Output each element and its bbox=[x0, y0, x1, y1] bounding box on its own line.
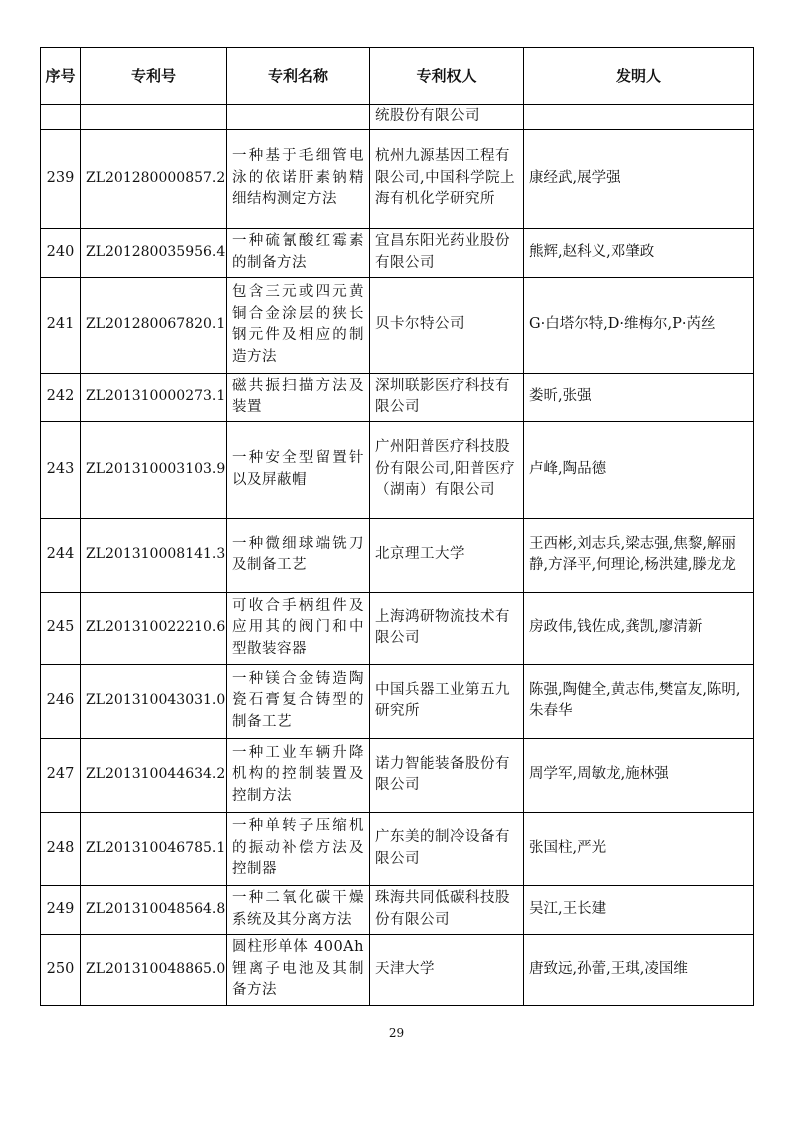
cell-patent-holder: 中国兵器工业第五九研究所 bbox=[370, 664, 524, 738]
cell-inventors: 周学军,周敏龙,施林强 bbox=[524, 738, 754, 812]
cell-patent-holder: 广州阳普医疗科技股份有限公司,阳普医疗（湖南）有限公司 bbox=[370, 421, 524, 518]
cell-patent-holder: 宜昌东阳光药业股份有限公司 bbox=[370, 228, 524, 277]
cell-patent-number: ZL201310022210.6 bbox=[81, 592, 227, 664]
cell-patent-holder: 上海鸿研物流技术有限公司 bbox=[370, 592, 524, 664]
cell-patent-number bbox=[81, 105, 227, 130]
cell-patent-holder: 北京理工大学 bbox=[370, 518, 524, 592]
cell-patent-number: ZL201310048564.8 bbox=[81, 885, 227, 934]
cell-inventors: 卢峰,陶品德 bbox=[524, 421, 754, 518]
cell-patent-name: 一种基于毛细管电泳的依诺肝素钠精细结构测定方法 bbox=[227, 129, 370, 228]
cell-patent-holder: 诺力智能装备股份有限公司 bbox=[370, 738, 524, 812]
cell-patent-number: ZL201310046785.1 bbox=[81, 812, 227, 885]
cell-patent-name: 磁共振扫描方法及装置 bbox=[227, 373, 370, 421]
table-row bbox=[41, 592, 754, 664]
cell-inventors: 娄昕,张强 bbox=[524, 373, 754, 421]
cell-patent-name: 包含三元或四元黄铜合金涂层的狭长钢元件及相应的制造方法 bbox=[227, 277, 370, 373]
table-row bbox=[41, 738, 754, 812]
cell-patent-number: ZL201310044634.2 bbox=[81, 738, 227, 812]
cell-patent-holder: 珠海共同低碳科技股份有限公司 bbox=[370, 885, 524, 934]
header-index: 序号 bbox=[41, 48, 81, 105]
header-patent-name: 专利名称 bbox=[227, 48, 370, 105]
table-header-row bbox=[41, 48, 754, 105]
cell-index: 248 bbox=[41, 812, 81, 885]
cell-patent-number: ZL201280035956.4 bbox=[81, 228, 227, 277]
cell-patent-name: 一种工业车辆升降机构的控制装置及控制方法 bbox=[227, 738, 370, 812]
cell-patent-number: ZL201280000857.2 bbox=[81, 129, 227, 228]
cell-patent-holder: 广东美的制冷设备有限公司 bbox=[370, 812, 524, 885]
cell-index: 239 bbox=[41, 129, 81, 228]
cell-patent-name: 可收合手柄组件及应用其的阀门和中型散装容器 bbox=[227, 592, 370, 664]
cell-index: 244 bbox=[41, 518, 81, 592]
cell-inventors: 王西彬,刘志兵,梁志强,焦黎,解丽静,方泽平,何理论,杨洪建,滕龙龙 bbox=[524, 518, 754, 592]
cell-inventors: 房政伟,钱佐成,龚凯,廖清新 bbox=[524, 592, 754, 664]
cell-patent-holder: 贝卡尔特公司 bbox=[370, 277, 524, 373]
page-number: 29 bbox=[388, 1026, 405, 1040]
cell-patent-holder: 统股份有限公司 bbox=[370, 105, 524, 130]
table-row bbox=[41, 228, 754, 277]
cell-patent-name bbox=[227, 105, 370, 130]
patent-table bbox=[40, 47, 754, 1006]
cell-index: 247 bbox=[41, 738, 81, 812]
cell-patent-name: 一种单转子压缩机的振动补偿方法及控制器 bbox=[227, 812, 370, 885]
table-row bbox=[41, 421, 754, 518]
cell-index: 250 bbox=[41, 934, 81, 1005]
cell-index: 240 bbox=[41, 228, 81, 277]
cell-inventors: 唐致远,孙蕾,王琪,凌国维 bbox=[524, 934, 754, 1005]
cell-inventors: 熊辉,赵科义,邓肇政 bbox=[524, 228, 754, 277]
cell-patent-holder: 深圳联影医疗科技有限公司 bbox=[370, 373, 524, 421]
table-row bbox=[41, 934, 754, 1005]
cell-patent-name: 一种硫氰酸红霉素的制备方法 bbox=[227, 228, 370, 277]
cell-index: 243 bbox=[41, 421, 81, 518]
table-row bbox=[41, 129, 754, 228]
cell-patent-holder: 杭州九源基因工程有限公司,中国科学院上海有机化学研究所 bbox=[370, 129, 524, 228]
cell-patent-name: 圆柱形单体 400Ah锂离子电池及其制备方法 bbox=[227, 934, 370, 1005]
table-row bbox=[41, 518, 754, 592]
header-patent-number: 专利号 bbox=[81, 48, 227, 105]
table-row bbox=[41, 812, 754, 885]
cell-patent-name: 一种二氧化碳干燥系统及其分离方法 bbox=[227, 885, 370, 934]
cell-index: 242 bbox=[41, 373, 81, 421]
table-row-continuation bbox=[41, 105, 754, 130]
header-patent-holder: 专利权人 bbox=[370, 48, 524, 105]
cell-inventors: G·白塔尔特,D·维梅尔,P·芮丝 bbox=[524, 277, 754, 373]
cell-patent-number: ZL201310008141.3 bbox=[81, 518, 227, 592]
cell-inventors: 康经武,展学强 bbox=[524, 129, 754, 228]
cell-index: 246 bbox=[41, 664, 81, 738]
cell-patent-number: ZL201310003103.9 bbox=[81, 421, 227, 518]
cell-index: 245 bbox=[41, 592, 81, 664]
cell-patent-name: 一种镁合金铸造陶瓷石膏复合铸型的制备工艺 bbox=[227, 664, 370, 738]
table-row bbox=[41, 664, 754, 738]
cell-patent-number: ZL201310048865.0 bbox=[81, 934, 227, 1005]
cell-patent-number: ZL201310000273.1 bbox=[81, 373, 227, 421]
header-inventors: 发明人 bbox=[524, 48, 754, 105]
cell-patent-number: ZL201310043031.0 bbox=[81, 664, 227, 738]
cell-index: 249 bbox=[41, 885, 81, 934]
cell-patent-name: 一种安全型留置针以及屏蔽帽 bbox=[227, 421, 370, 518]
cell-patent-holder: 天津大学 bbox=[370, 934, 524, 1005]
cell-patent-name: 一种微细球端铣刀及制备工艺 bbox=[227, 518, 370, 592]
cell-patent-number: ZL201280067820.1 bbox=[81, 277, 227, 373]
cell-inventors bbox=[524, 105, 754, 130]
table-row bbox=[41, 373, 754, 421]
cell-inventors: 吴江,王长建 bbox=[524, 885, 754, 934]
cell-index bbox=[41, 105, 81, 130]
cell-index: 241 bbox=[41, 277, 81, 373]
cell-inventors: 陈强,陶健全,黄志伟,樊富友,陈明,朱春华 bbox=[524, 664, 754, 738]
cell-inventors: 张国柱,严光 bbox=[524, 812, 754, 885]
table-row bbox=[41, 277, 754, 373]
table-row bbox=[41, 885, 754, 934]
